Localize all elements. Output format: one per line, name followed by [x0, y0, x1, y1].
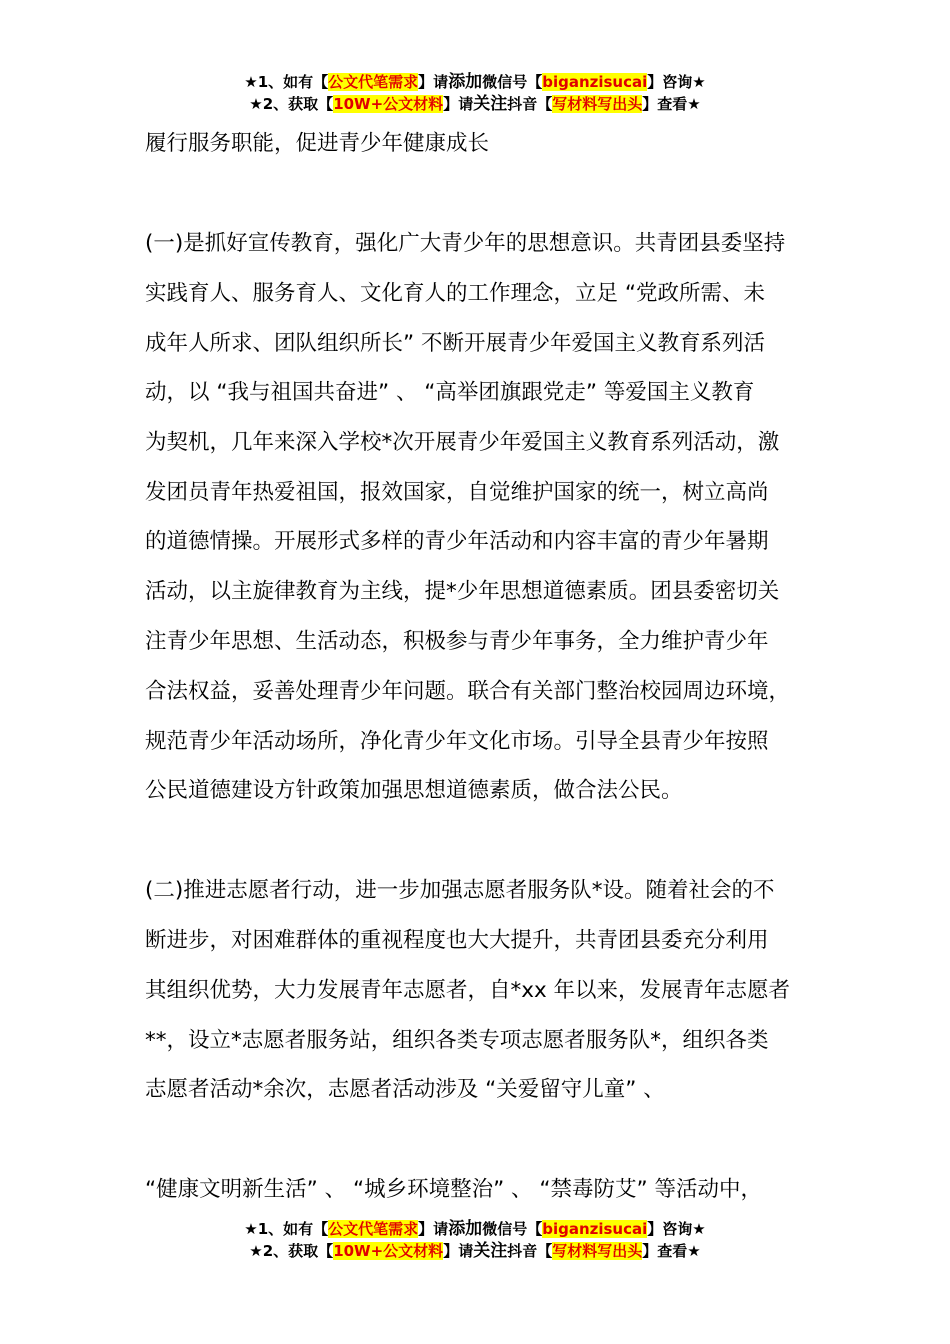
section-heading: 履行服务职能，促进青少年健康成长 [145, 131, 490, 156]
banner-highlight: 10W+公文材料 [333, 1242, 444, 1260]
body-line: 活动，以主旋律教育为主线，提*少年思想道德素质。团县委密切关 [145, 579, 780, 604]
banner-text: 】请 [418, 73, 449, 91]
banner-emphasis: 关注 [473, 94, 508, 114]
body-line: 实践育人、服务育人、文化育人的工作理念，立足 “党政所需、未 [145, 281, 765, 306]
banner-highlight: biganzisucai [542, 1220, 648, 1238]
banner-emphasis: 添加 [448, 1219, 483, 1239]
body-line: “健康文明新生活” 、 “城乡环境整治” 、 “禁毒防艾” 等活动中， [145, 1177, 763, 1202]
banner-text: 】请 [418, 1220, 449, 1238]
body-line: 合法权益，妥善处理青少年问题。联合有关部门整治校园周边环境， [145, 679, 791, 704]
banner-highlight: 公文代笔需求 [328, 1220, 419, 1238]
body-line: 公民道德建设方针政策加强思想道德素质，做合法公民。 [145, 778, 683, 803]
body-line: 动，以 “我与祖国共奋进” 、 “高举团旗跟党走” 等爱国主义教育 [145, 380, 755, 405]
banner-text: 】咨询★ [647, 73, 706, 91]
banner-highlight: 写材料写出头 [552, 95, 643, 113]
body-line: **，设立*志愿者服务站，组织各类专项志愿者服务队*，组织各类 [145, 1028, 769, 1053]
header-banner [0, 71, 950, 115]
banner-highlight: 写材料写出头 [552, 1242, 643, 1260]
banner-line-1 [0, 71, 950, 93]
body-line: (二)推进志愿者行动，进一步加强志愿者服务队*设。随着社会的不 [145, 878, 775, 903]
banner-line-2 [0, 93, 950, 115]
banner-text: ★1、如有【 [244, 73, 329, 91]
body-line: 成年人所求、团队组织所长” 不断开展青少年爱国主义教育系列活 [145, 331, 765, 356]
body-line: 规范青少年活动场所，净化青少年文化市场。引导全县青少年按照 [145, 729, 769, 754]
banner-text: ★2、获取【 [249, 1242, 334, 1260]
body-line: 注青少年思想、生活动态，积极参与青少年事务，全力维护青少年 [145, 629, 769, 654]
body-line: 志愿者活动*余次，志愿者活动涉及 “关爱留守儿童” 、 [145, 1077, 665, 1102]
banner-text: 抖音【 [507, 1242, 553, 1260]
footer-banner [0, 1218, 950, 1262]
body-line: 发团员青年热爱祖国，报效国家，自觉维护国家的统一，树立高尚 [145, 480, 769, 505]
banner-text: 微信号【 [482, 1220, 543, 1238]
banner-highlight: biganzisucai [542, 73, 648, 91]
banner-text: 】请 [443, 95, 474, 113]
banner-line-2 [0, 1240, 950, 1262]
body-line: 其组织优势，大力发展青年志愿者，自*xx 年以来，发展青年志愿者 [145, 978, 791, 1003]
banner-text: ★2、获取【 [249, 95, 334, 113]
banner-text: 】咨询★ [647, 1220, 706, 1238]
banner-emphasis: 添加 [448, 72, 483, 92]
body-line: (一)是抓好宣传教育，强化广大青少年的思想意识。共青团县委坚持 [145, 231, 786, 256]
banner-emphasis: 关注 [473, 1241, 508, 1261]
banner-highlight: 10W+公文材料 [333, 95, 444, 113]
banner-line-1 [0, 1218, 950, 1240]
banner-text: 】请 [443, 1242, 474, 1260]
body-line: 为契机，几年来深入学校*次开展青少年爱国主义教育系列活动，激 [145, 430, 780, 455]
banner-highlight: 公文代笔需求 [328, 73, 419, 91]
banner-text: ★1、如有【 [244, 1220, 329, 1238]
body-line: 断进步，对困难群体的重视程度也大大提升，共青团县委充分利用 [145, 928, 769, 953]
banner-text: 微信号【 [482, 73, 543, 91]
banner-text: 】查看★ [642, 1242, 701, 1260]
body-line: 的道德情操。开展形式多样的青少年活动和内容丰富的青少年暑期 [145, 529, 769, 554]
banner-text: 抖音【 [507, 95, 553, 113]
banner-text: 】查看★ [642, 95, 701, 113]
